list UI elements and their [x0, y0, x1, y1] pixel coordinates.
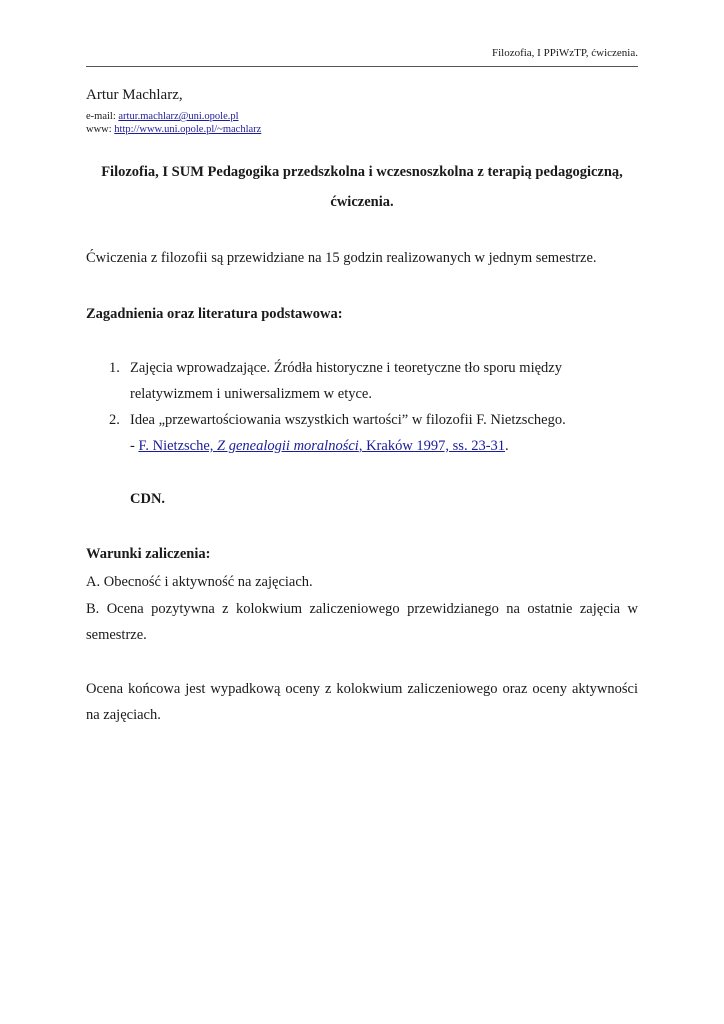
final-grade-line2: na zajęciach.	[86, 707, 161, 723]
final-grade-line1: Ocena końcowa jest wypadkową oceny z kolokwium zaliczeniowego oraz oceny aktywności	[86, 681, 638, 697]
condition-a: A. Obecność i aktywność na zajęciach.	[86, 574, 313, 590]
topics-heading: Zagadnienia oraz literatura podstawowa:	[86, 306, 343, 322]
literature-details: , Kraków 1997, ss. 23-31	[358, 438, 506, 454]
condition-b-line1: B. Ocena pozytywna z kolokwium zaliczeniowego przewidzianego na ostatnie zajęcia w	[86, 601, 638, 617]
email-line	[86, 111, 239, 123]
condition-b-line2: semestrze.	[86, 627, 147, 643]
topic-item-2	[109, 411, 566, 429]
email-link[interactable]: artur.machlarz@uni.opole.pl	[118, 111, 239, 122]
literature-dash: -	[130, 438, 139, 454]
intro-paragraph: Ćwiczenia z filozofii są przewidziane na 15 godzin realizowanych w jednym semestrze.	[86, 250, 597, 266]
literature-book-title: Z genealogii moralności	[217, 438, 359, 454]
literature-period: .	[505, 438, 509, 454]
www-link[interactable]: http://www.uni.opole.pl/~machlarz	[114, 124, 262, 135]
literature-link[interactable]	[138, 438, 505, 454]
author-name: Artur Machlarz,	[86, 87, 183, 103]
running-header: Filozofia, I PPiWzTP, ćwiczenia.	[491, 47, 638, 59]
topic-text-1-cont: relatywizmem i uniwersalizmem w etyce.	[130, 386, 372, 402]
www-label: www:	[86, 124, 115, 135]
conditions-heading: Warunki zaliczenia:	[86, 546, 211, 562]
www-line	[86, 124, 261, 136]
topic-text-2: Idea „przewartościowania wszystkich wartości” w filozofii F. Nietzschego.	[130, 412, 566, 428]
header-rule	[86, 66, 638, 67]
document-title-line2: ćwiczenia.	[330, 194, 394, 210]
topic-number-1: 1.	[109, 360, 120, 376]
email-label: e-mail:	[86, 111, 119, 122]
topic-item-1	[109, 359, 562, 377]
topic-text-1: Zajęcia wprowadzające. Źródła historyczne i teoretyczne tło sporu między	[130, 360, 562, 376]
topic-number-2: 2.	[109, 412, 120, 428]
document-title-line1: Filozofia, I SUM Pedagogika przedszkolna i wczesnoszkolna z terapią pedagogiczną,	[101, 164, 623, 180]
literature-author: F. Nietzsche,	[138, 438, 218, 454]
continued-label: CDN.	[130, 491, 166, 507]
literature-line	[130, 437, 509, 455]
